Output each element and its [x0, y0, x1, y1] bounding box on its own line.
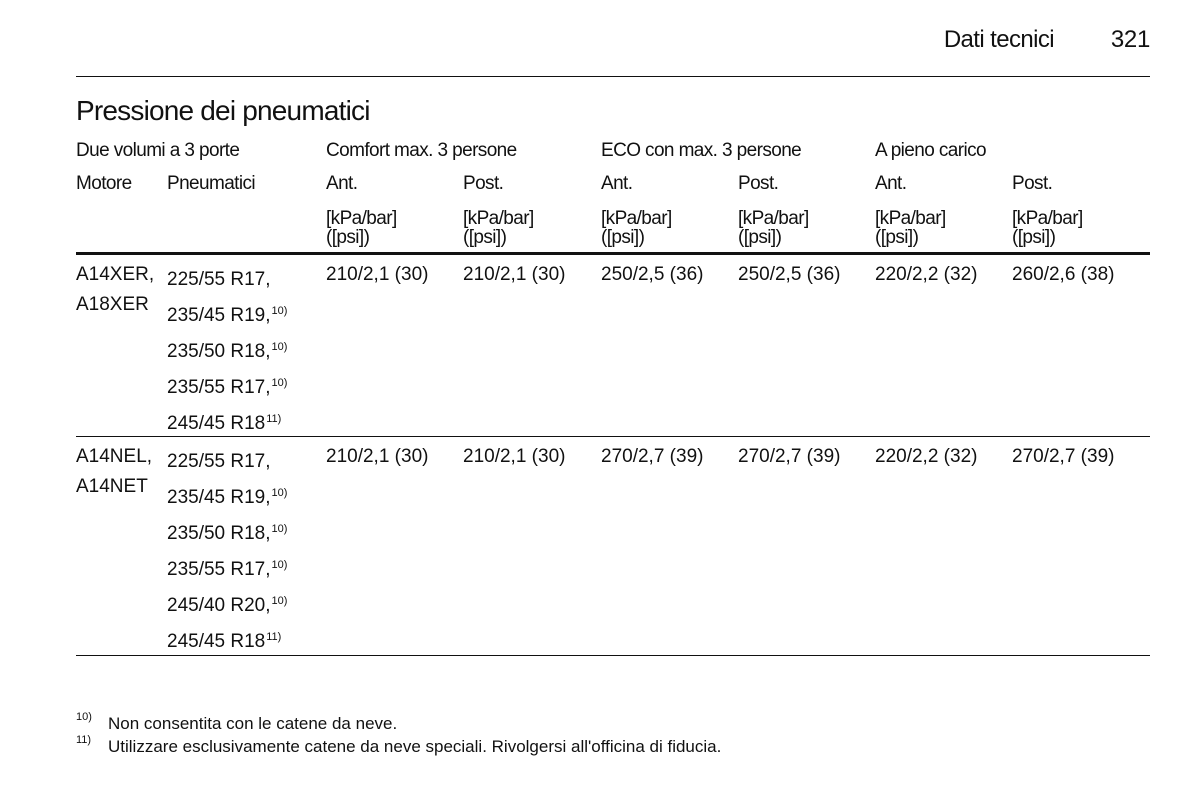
- unit-header: [326, 209, 397, 247]
- footnote-ref: 10): [271, 487, 288, 499]
- tire-size: [167, 408, 281, 435]
- page-number: 321: [1110, 26, 1150, 53]
- tire-size-text: 235/45 R19,: [167, 305, 271, 326]
- tire-size-text: 245/45 R18: [167, 631, 266, 652]
- unit-line-1: [kPa/bar]: [601, 208, 672, 229]
- footnote-mark: 11): [76, 734, 92, 746]
- page-title: Pressione dei pneumatici: [76, 95, 370, 126]
- footnote-ref: 10): [271, 595, 288, 607]
- header-bottom-rule: [76, 252, 1150, 255]
- tire-size: [167, 626, 281, 653]
- tire-size-text: 235/50 R18,: [167, 341, 271, 362]
- footnote-ref: 10): [271, 377, 288, 389]
- tire-size-text: 225/55 R17,: [167, 451, 271, 472]
- unit-line-2: ([psi]): [601, 227, 645, 248]
- engine-column-header: Motore: [76, 173, 132, 194]
- comfort-rear-value: 210/2,1 (30): [463, 446, 566, 467]
- comfort-rear-value: 210/2,1 (30): [463, 264, 566, 285]
- unit-header: [601, 209, 672, 247]
- footnote-mark: 10): [76, 711, 92, 723]
- tire-size-text: 245/40 R20,: [167, 595, 271, 616]
- footnote-text: Non consentita con le catene da neve.: [108, 714, 398, 733]
- eco-rear-value: 250/2,5 (36): [738, 264, 841, 285]
- tire-size: [167, 336, 287, 363]
- comfort-front-value: 210/2,1 (30): [326, 264, 429, 285]
- tire-size: [167, 590, 287, 617]
- unit-line-2: ([psi]): [326, 227, 370, 248]
- tire-size-text: 225/55 R17,: [167, 269, 271, 290]
- header-divider: [76, 76, 1150, 77]
- comfort-front-header: Ant.: [326, 173, 358, 194]
- full-front-header: Ant.: [875, 173, 907, 194]
- tire-size: [167, 554, 287, 581]
- comfort-group-header: Comfort max. 3 persone: [326, 140, 517, 161]
- eco-front-value: 270/2,7 (39): [601, 446, 704, 467]
- unit-line-2: ([psi]): [1012, 227, 1056, 248]
- footnote-text: Utilizzare esclusivamente catene da neve speciali. Rivolgersi all'officina di fiducia.: [108, 737, 722, 756]
- full-rear-value: 260/2,6 (38): [1012, 264, 1115, 285]
- full-load-group-header: A pieno carico: [875, 140, 986, 161]
- tire-size-text: 235/55 R17,: [167, 559, 271, 580]
- unit-line-1: [kPa/bar]: [326, 208, 397, 229]
- section-title: Dati tecnici: [943, 26, 1054, 53]
- comfort-rear-header: Post.: [463, 173, 504, 194]
- model-group-header: Due volumi a 3 porte: [76, 140, 240, 161]
- unit-line-1: [kPa/bar]: [875, 208, 946, 229]
- engine-cell: A14XER,: [76, 264, 155, 285]
- tire-size: [167, 300, 287, 327]
- unit-line-1: [kPa/bar]: [738, 208, 809, 229]
- footnote-ref: 10): [271, 305, 288, 317]
- footnote-ref: 10): [271, 523, 288, 535]
- engine-cell: A14NET: [76, 476, 148, 497]
- unit-line-1: [kPa/bar]: [1012, 208, 1083, 229]
- tire-size-text: 235/55 R17,: [167, 377, 271, 398]
- eco-rear-value: 270/2,7 (39): [738, 446, 841, 467]
- tire-size: [167, 518, 287, 545]
- eco-rear-header: Post.: [738, 173, 779, 194]
- table-bottom-rule: [76, 655, 1150, 656]
- eco-front-value: 250/2,5 (36): [601, 264, 704, 285]
- tire-size-text: 245/45 R18: [167, 413, 266, 434]
- engine-cell: A14NEL,: [76, 446, 153, 467]
- footnote-ref: 10): [271, 559, 288, 571]
- tire-size-text: 235/45 R19,: [167, 487, 271, 508]
- unit-line-2: ([psi]): [875, 227, 919, 248]
- unit-line-2: ([psi]): [463, 227, 507, 248]
- footnote-ref: 11): [266, 631, 282, 643]
- footnote-ref: 11): [266, 413, 282, 425]
- unit-line-2: ([psi]): [738, 227, 782, 248]
- unit-header: [875, 209, 946, 247]
- tires-column-header: Pneumatici: [167, 173, 255, 194]
- unit-header: [463, 209, 534, 247]
- eco-front-header: Ant.: [601, 173, 633, 194]
- tire-size: [167, 446, 272, 473]
- eco-group-header: ECO con max. 3 persone: [601, 140, 802, 161]
- unit-header: [1012, 209, 1083, 247]
- page-header: [76, 26, 1150, 56]
- tire-size: [167, 372, 287, 399]
- row-divider: [76, 436, 1150, 437]
- unit-line-1: [kPa/bar]: [463, 208, 534, 229]
- footnote-ref: 10): [271, 341, 288, 353]
- tire-size-text: 235/50 R18,: [167, 523, 271, 544]
- full-rear-header: Post.: [1012, 173, 1053, 194]
- full-front-value: 220/2,2 (32): [875, 264, 978, 285]
- comfort-front-value: 210/2,1 (30): [326, 446, 429, 467]
- unit-header: [738, 209, 809, 247]
- full-rear-value: 270/2,7 (39): [1012, 446, 1115, 467]
- tire-size: [167, 264, 272, 291]
- engine-cell: A18XER: [76, 294, 149, 315]
- full-front-value: 220/2,2 (32): [875, 446, 978, 467]
- tire-size: [167, 482, 287, 509]
